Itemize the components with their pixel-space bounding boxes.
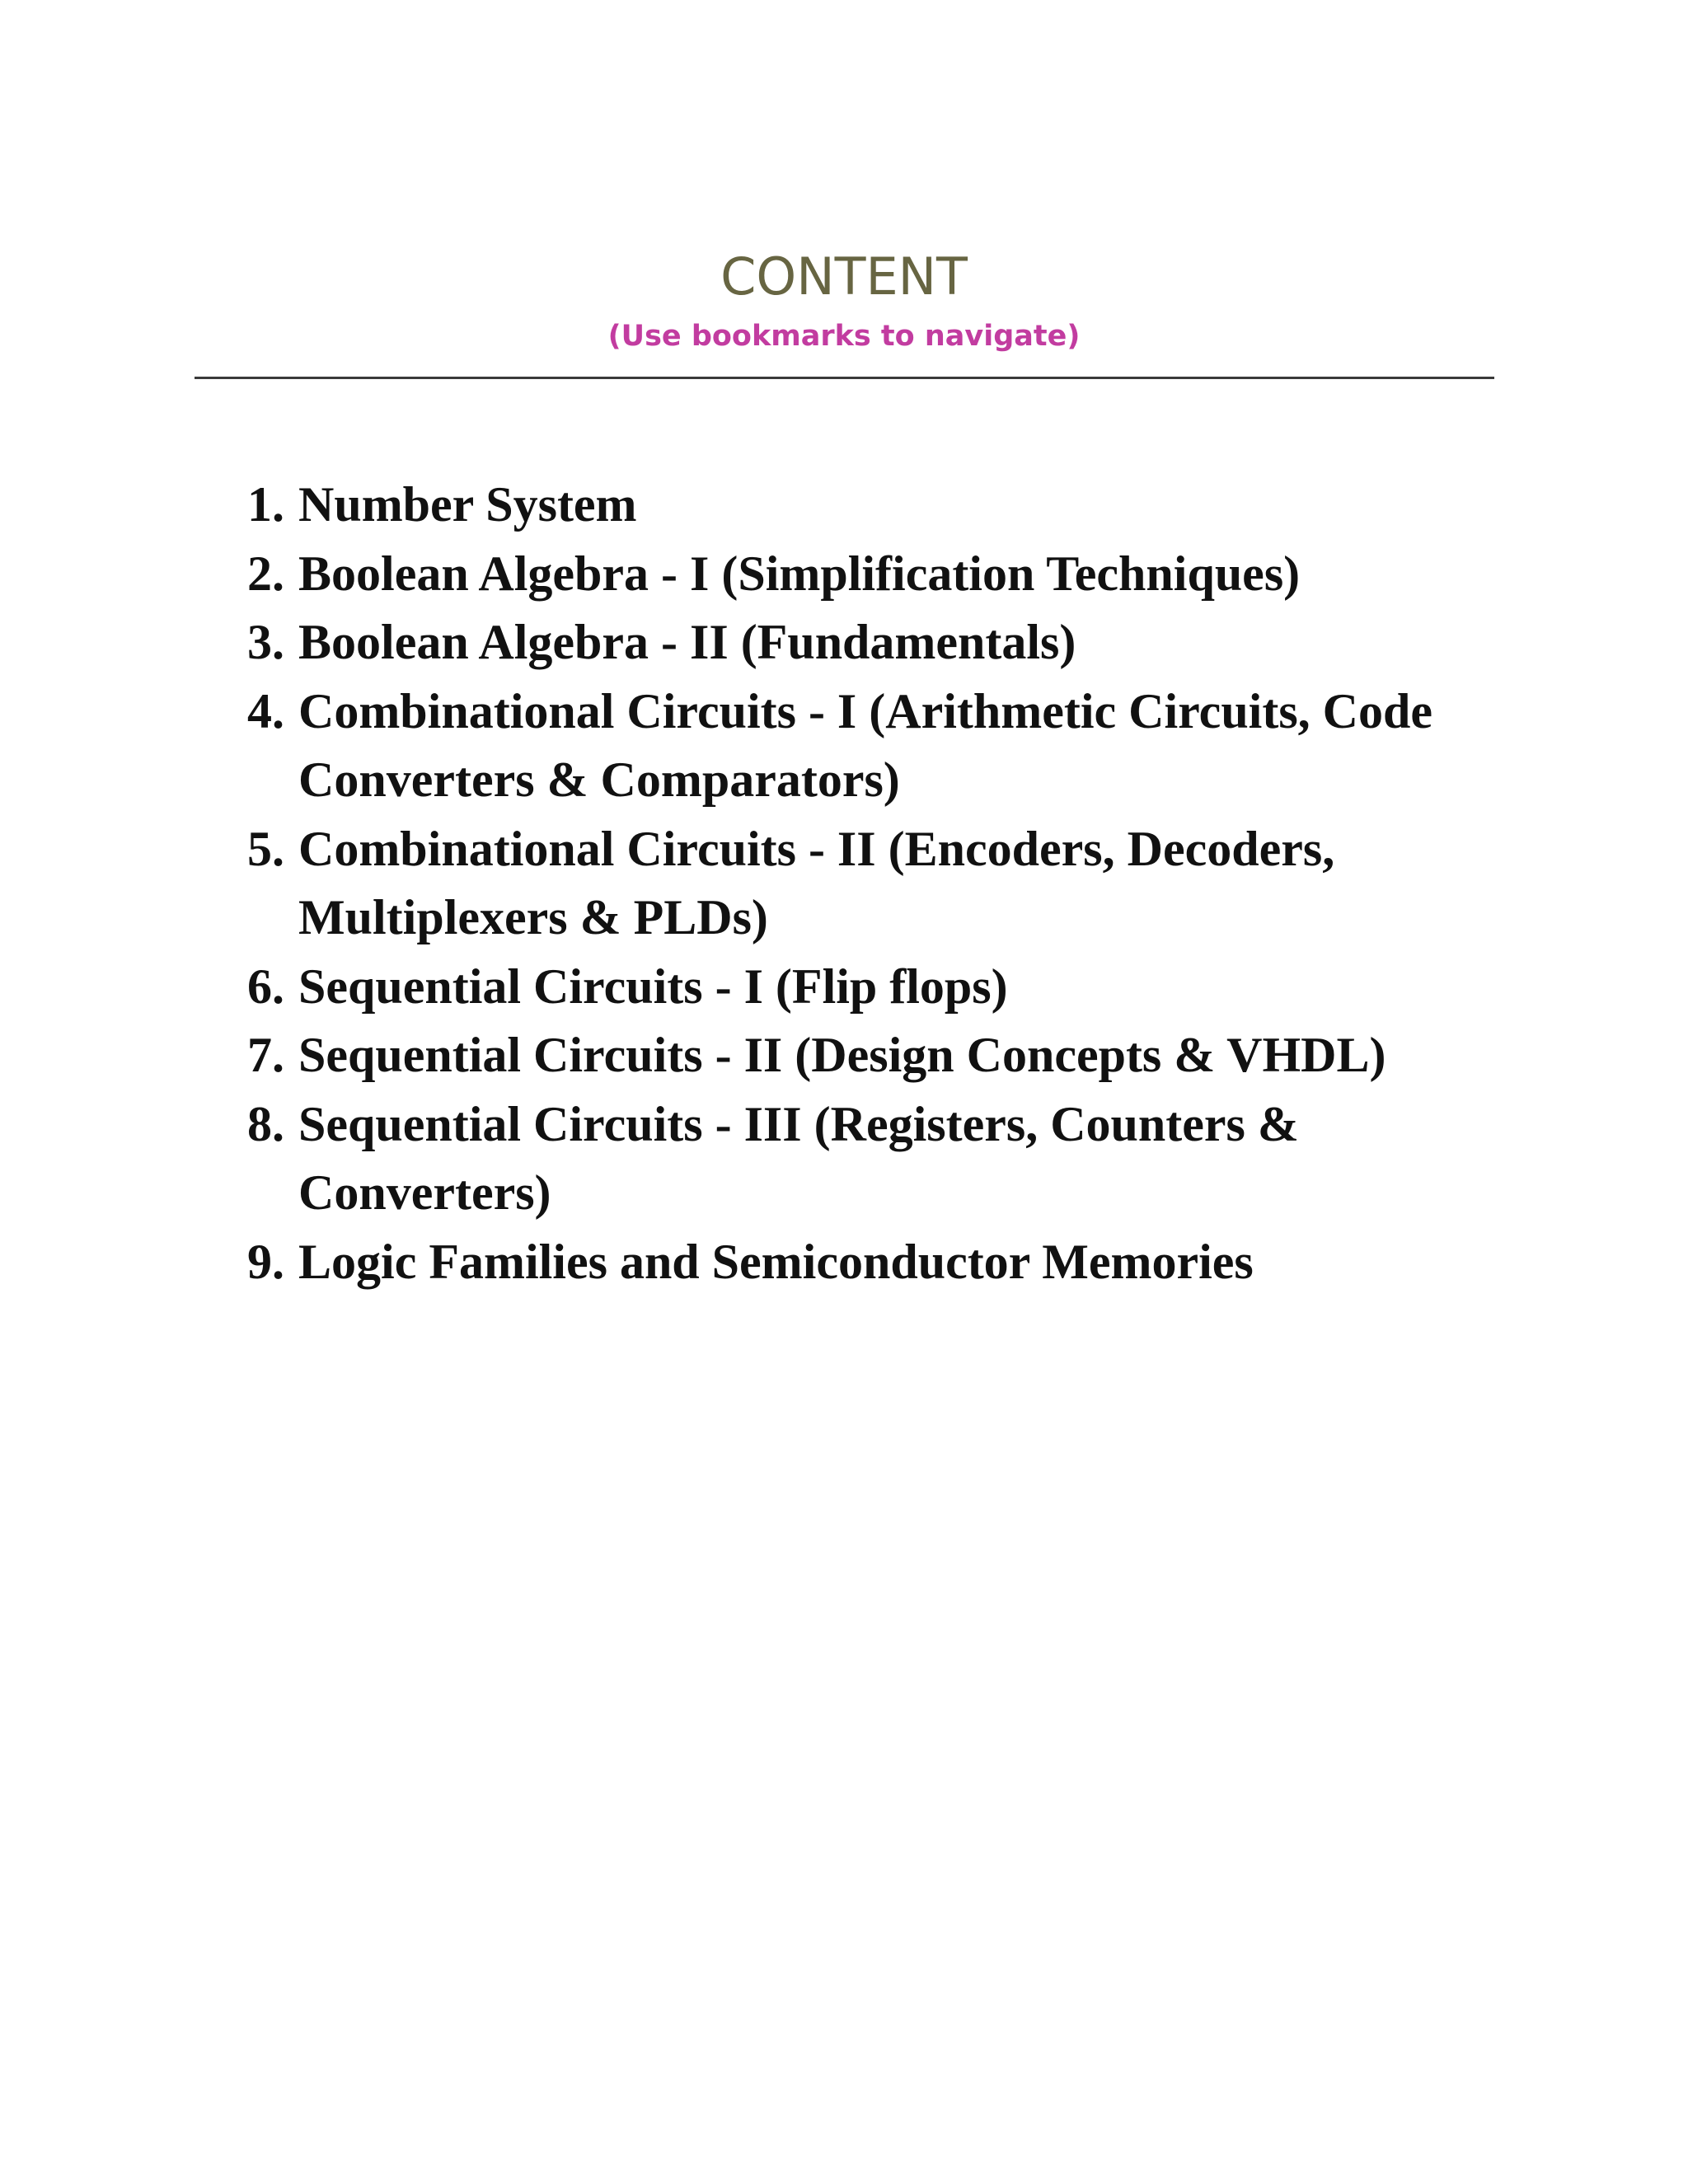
toc-item-label: Sequential Circuits - I (Flip flops): [298, 958, 1008, 1014]
toc-item-combinational-circuits-2[interactable]: [247, 815, 1533, 953]
toc-item-number: 1.: [247, 477, 284, 532]
toc-item-number: 4.: [247, 683, 284, 738]
toc-item-label: Boolean Algebra - I (Simplification Techniques): [298, 546, 1301, 601]
toc-item-sequential-circuits-1[interactable]: [247, 953, 1533, 1022]
toc-item-number: 6.: [247, 958, 284, 1014]
toc-item-number: 5.: [247, 821, 284, 876]
page-subtitle: (Use bookmarks to navigate): [607, 320, 1081, 353]
toc-item-sequential-circuits-2[interactable]: [247, 1021, 1533, 1090]
table-of-contents: [247, 471, 1533, 1296]
toc-item-label: Boolean Algebra - II (Fundamentals): [298, 615, 1076, 669]
toc-item-sequential-circuits-3[interactable]: [247, 1090, 1533, 1228]
toc-item-logic-families[interactable]: [247, 1228, 1533, 1297]
toc-item-label: Sequential Circuits - III (Registers, Counters & Converters): [298, 1096, 1299, 1220]
toc-item-boolean-algebra-2[interactable]: [247, 608, 1533, 677]
toc-item-number: 3.: [247, 615, 284, 669]
header-divider: [195, 377, 1494, 379]
toc-item-combinational-circuits-1[interactable]: [247, 677, 1533, 815]
toc-item-number: 9.: [247, 1234, 284, 1289]
toc-item-number: 8.: [247, 1096, 284, 1151]
toc-item-number: 2.: [247, 546, 284, 601]
page-title: CONTENT: [720, 246, 968, 307]
toc-item-label: Logic Families and Semiconductor Memories: [298, 1234, 1254, 1289]
toc-item-label: Combinational Circuits - II (Encoders, Decoders, Multiplexers & PLDs): [298, 821, 1335, 944]
toc-item-label: Number System: [298, 477, 637, 532]
toc-item-label: Combinational Circuits - I (Arithmetic Circuits, Code Converters & Comparators): [298, 683, 1433, 807]
toc-item-boolean-algebra-1[interactable]: [247, 540, 1533, 609]
toc-item-label: Sequential Circuits - II (Design Concepts & VHDL): [298, 1028, 1386, 1082]
toc-item-number: 7.: [247, 1028, 284, 1082]
toc-item-number-system[interactable]: [247, 471, 1533, 540]
